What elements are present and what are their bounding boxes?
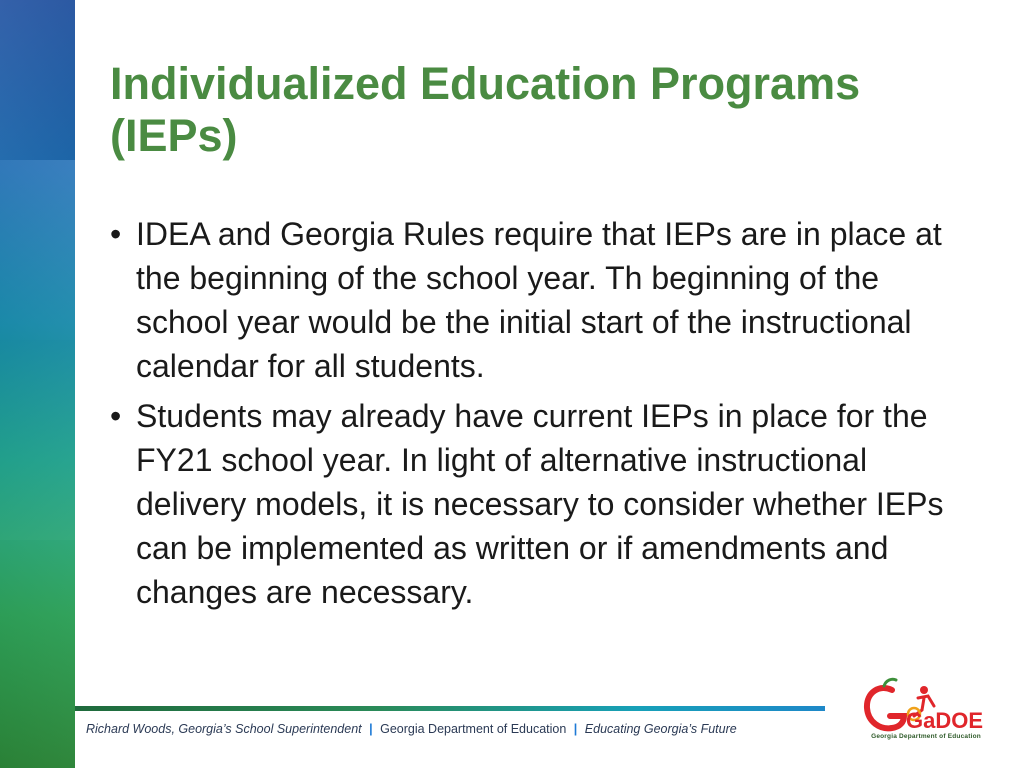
bullet-icon: • (110, 398, 122, 434)
footer-superintendent: Richard Woods, Georgia’s School Superintendent (86, 722, 362, 736)
footer-department: Georgia Department of Education (380, 722, 567, 736)
bullet-list (110, 212, 950, 620)
bullet-icon: • (110, 216, 122, 252)
footer (86, 722, 846, 736)
bullet-item (110, 212, 950, 388)
decorative-side-band (0, 0, 75, 768)
bullet-text: Students may already have current IEPs in place for the FY21 school year. In light of alternative instructional delivery models, it is necessary to consider whether IEPs can be implemented as written or if amendments and changes are necessary. (136, 398, 944, 610)
slide-title: Individualized Education Programs (IEPs) (110, 58, 861, 161)
logo-wordmark: GaDOE (906, 708, 984, 733)
logo-caption: Georgia Department of Education (871, 733, 981, 740)
bullet-item (110, 394, 950, 614)
footer-separator: | (369, 722, 373, 736)
footer-divider (75, 706, 825, 711)
bullet-text: IDEA and Georgia Rules require that IEPs are in place at the beginning of the school year. Th beginning of the school year would be the initial start of the instructional calendar for all students. (136, 216, 942, 384)
footer-tagline: Educating Georgia’s Future (584, 722, 737, 736)
footer-separator: | (573, 722, 578, 736)
